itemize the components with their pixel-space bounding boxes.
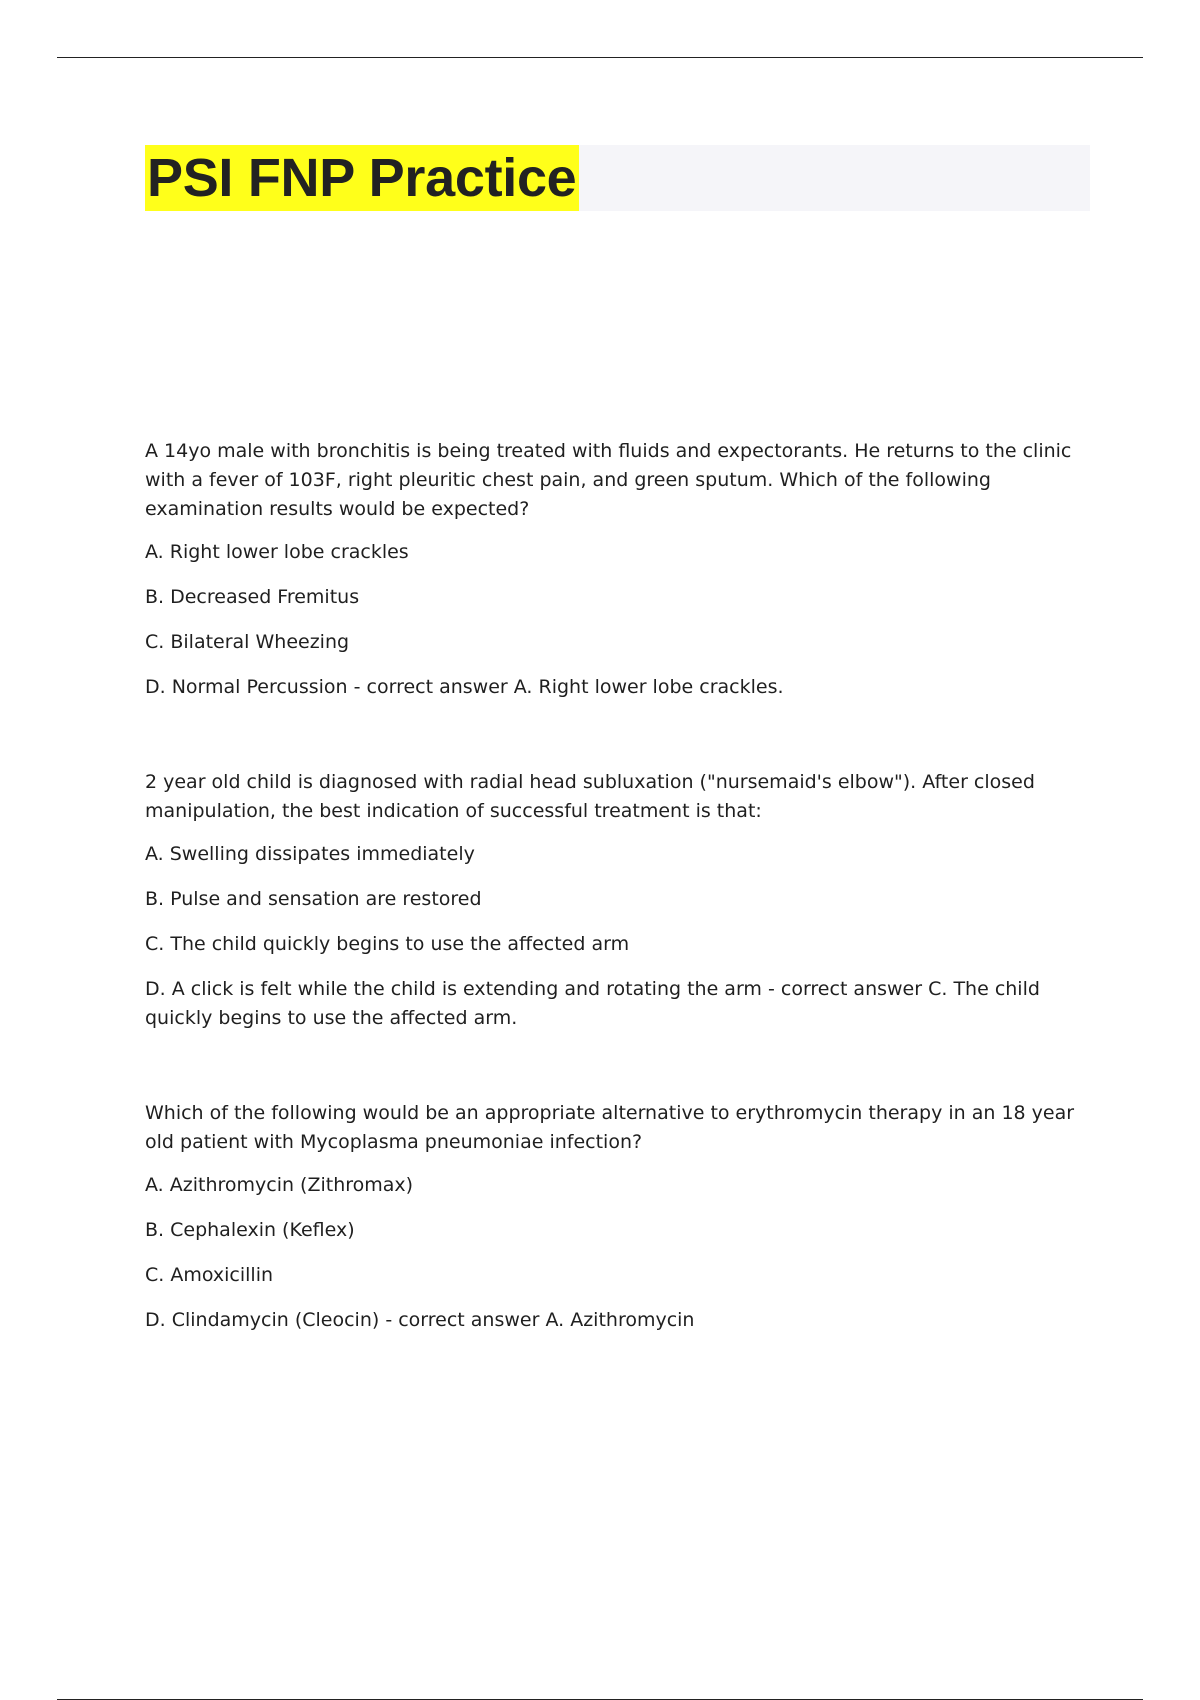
question-stem: A 14yo male with bronchitis is being treated with fluids and expectorants. He returns to the clinic with a fever of 103F, right pleuritic chest pain, and green sputum. Which of the following examination results would be expected? [145, 440, 1072, 520]
answer-option-a: A. Right lower lobe crackles [145, 541, 409, 563]
document-title: PSI FNP Practice [145, 145, 579, 211]
header-rule [57, 57, 1143, 58]
answer-option-b: B. Pulse and sensation are restored [145, 888, 482, 910]
question-stem: Which of the following would be an appropriate alternative to erythromycin therapy in an 18 year old patient with Mycoplasma pneumoniae infection? [145, 1102, 1075, 1153]
answer-option-d: D. Clindamycin (Cleocin) - correct answer A. Azithromycin [145, 1309, 695, 1331]
answer-option-d: D. A click is felt while the child is extending and rotating the arm - correct answer C. The child quickly begins to use the affected arm. [145, 978, 1040, 1029]
question-2 [145, 768, 1090, 1049]
answer-option-a: A. Azithromycin (Zithromax) [145, 1174, 414, 1196]
answer-option-c: C. Bilateral Wheezing [145, 631, 350, 653]
question-1 [145, 437, 1090, 718]
question-stem: 2 year old child is diagnosed with radial head subluxation ("nursemaid's elbow"). After closed manipulation, the best indication of successful treatment is that: [145, 771, 1035, 822]
answer-option-c: C. The child quickly begins to use the affected arm [145, 933, 630, 955]
answer-option-b: B. Cephalexin (Keflex) [145, 1219, 355, 1241]
answer-option-a: A. Swelling dissipates immediately [145, 843, 475, 865]
question-3 [145, 1099, 1090, 1351]
answer-option-c: C. Amoxicillin [145, 1264, 274, 1286]
answer-option-d: D. Normal Percussion - correct answer A. Right lower lobe crackles. [145, 676, 784, 698]
answer-option-b: B. Decreased Fremitus [145, 586, 360, 608]
